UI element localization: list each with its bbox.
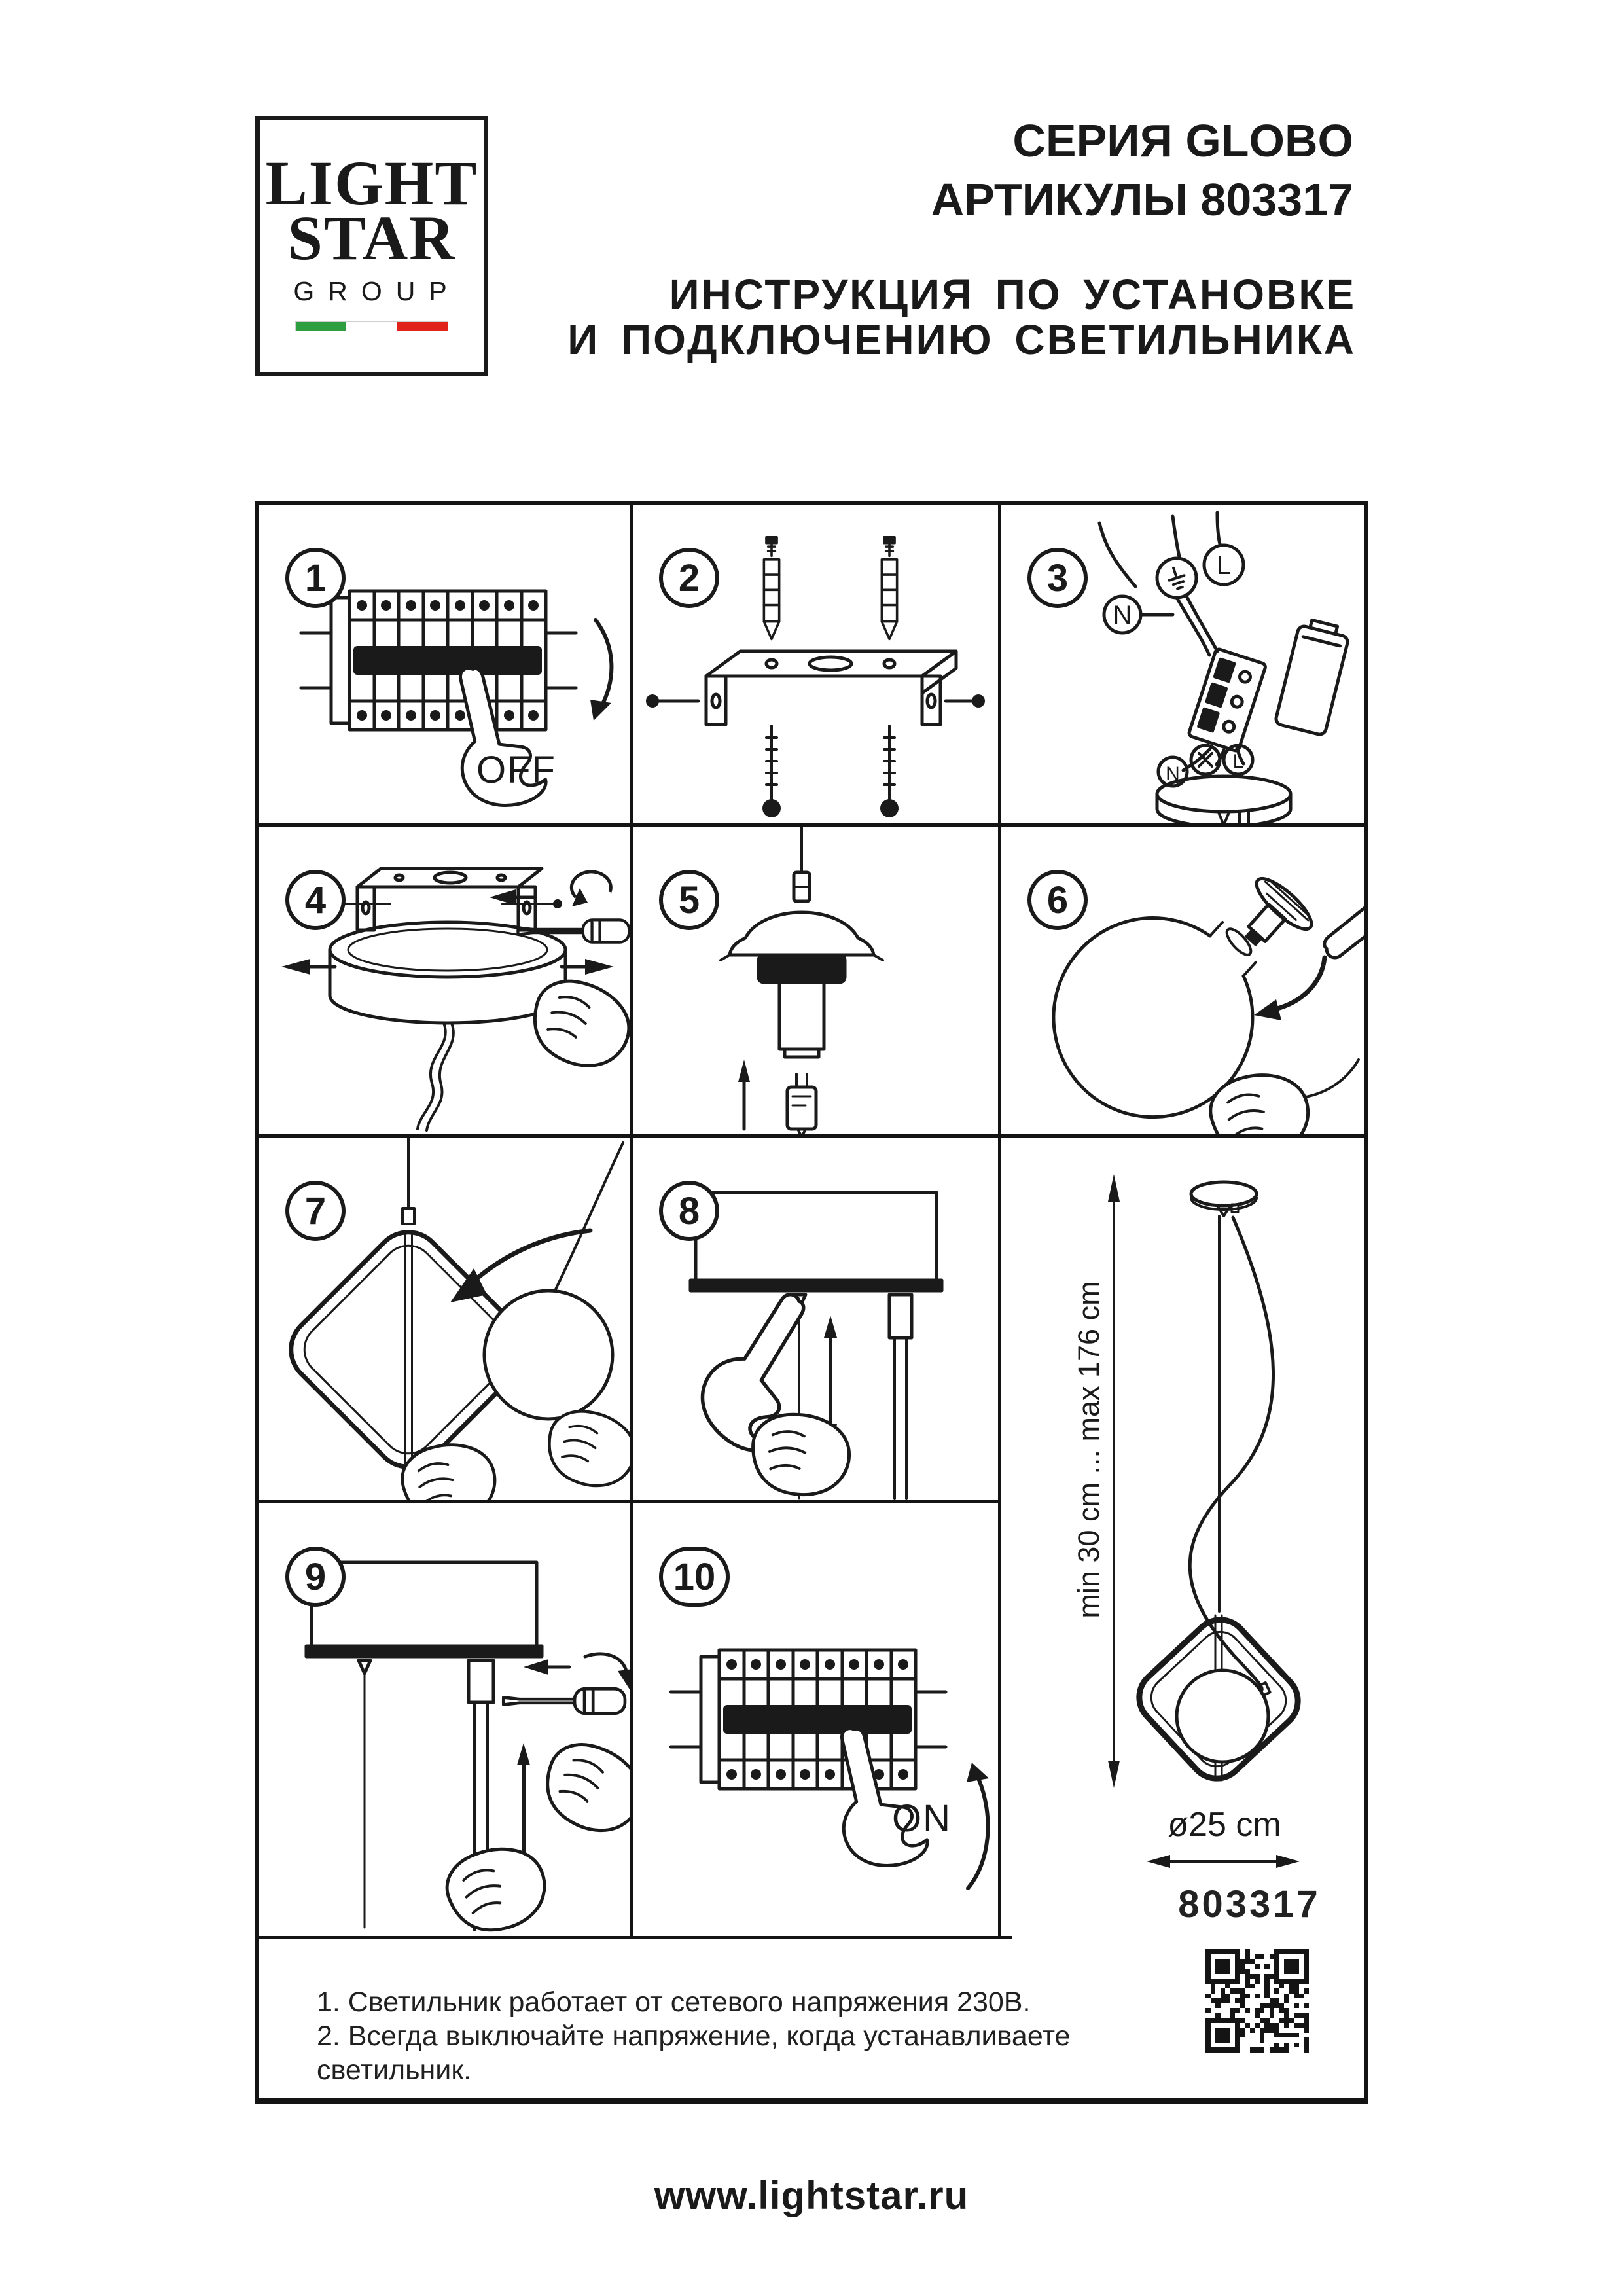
note-line-1: 1. Светильник работает от сетевого напряжения 230В. — [317, 1986, 1031, 2018]
off-label: OFF — [476, 749, 556, 791]
arrowhead-icon — [590, 700, 611, 721]
lightstar-logo — [255, 116, 488, 376]
arrowhead-icon — [1276, 1855, 1300, 1868]
note-line-2: 2. Всегда выключайте напряжение, когда устанавливаете светильник. — [317, 2020, 1071, 2086]
arrowhead-icon — [524, 1659, 548, 1675]
step-10-panel — [633, 1503, 998, 1936]
step-5-panel — [633, 827, 998, 1134]
step-number-5: 5 — [659, 870, 719, 930]
up-arrowhead-icon — [517, 1743, 530, 1765]
arrowhead-icon — [1108, 1761, 1120, 1788]
step-8-panel — [633, 1138, 998, 1500]
hand-icon — [1295, 827, 1364, 973]
step-number-1: 1 — [285, 548, 346, 608]
steps-table — [255, 501, 1368, 2104]
side-screw-icon — [646, 694, 659, 708]
flag-white — [346, 322, 397, 331]
circuit-breaker-drawing — [301, 591, 576, 730]
neutral-terminal-label: N — [1166, 763, 1180, 785]
articles-line: АРТИКУЛЫ 803317 — [931, 174, 1353, 225]
live-wire-label: L — [1216, 551, 1232, 580]
circuit-breaker-drawing — [671, 1650, 946, 1789]
live-terminal-label: L — [1232, 751, 1244, 772]
logo-word-star: STAR — [287, 203, 456, 273]
logo-word-group: GROUP — [293, 276, 461, 306]
flag-green — [296, 322, 346, 331]
screw-icon — [762, 726, 781, 817]
screwdriver-icon — [503, 1689, 625, 1713]
instruction-line-1: ИНСТРУКЦИЯ ПО УСТАНОВКЕ — [669, 271, 1356, 318]
italian-flag-bar — [295, 321, 448, 331]
step-2-panel — [633, 505, 998, 823]
arrowhead-icon — [1108, 1174, 1120, 1202]
step-number-4: 4 — [285, 870, 346, 930]
step-1-panel — [259, 505, 630, 823]
hand-icon — [398, 1439, 499, 1500]
up-arrowhead-icon — [824, 1316, 837, 1338]
hand-icon — [521, 969, 630, 1079]
step-number-3: 3 — [1027, 548, 1088, 608]
instruction-heading — [567, 272, 1356, 363]
socket-lamp-drawing — [721, 827, 883, 1134]
step-6-panel — [1001, 827, 1364, 1134]
mounting-bracket-drawing — [659, 651, 972, 725]
notes-block — [259, 1939, 1103, 2100]
step-number-2: 2 — [659, 548, 719, 608]
series-heading — [931, 111, 1353, 229]
step-3-panel — [1001, 505, 1364, 823]
step-number-9: 9 — [285, 1547, 346, 1607]
step-number-8: 8 — [659, 1181, 719, 1241]
neutral-wire-label: N — [1113, 601, 1132, 630]
on-label: ON — [892, 1797, 952, 1840]
hand-icon — [440, 1839, 553, 1936]
right-arrow-icon — [585, 959, 614, 975]
hand-icon — [748, 1410, 853, 1499]
step-4-panel — [259, 827, 630, 1134]
instruction-line-2: И ПОДКЛЮЧЕНИЮ СВЕТИЛЬНИКА — [567, 316, 1356, 363]
rotate-arrow — [571, 872, 611, 897]
flag-red — [397, 322, 448, 331]
step-number-10: 10 — [659, 1547, 730, 1607]
up-arrow-icon — [738, 1060, 750, 1082]
qr-code — [1205, 1949, 1309, 2053]
article-number: 803317 — [1178, 1883, 1321, 1926]
insert-arrow — [472, 1230, 590, 1283]
wall-anchor-icon — [882, 537, 897, 639]
left-arrow-icon — [281, 959, 310, 975]
wall-anchor-icon — [764, 537, 779, 639]
hand-icon — [1206, 1069, 1313, 1134]
side-screw-icon — [972, 694, 985, 708]
series-line: СЕРИЯ GLOBO — [1012, 115, 1353, 166]
arrowhead-icon — [1147, 1855, 1170, 1868]
step-number-6: 6 — [1027, 870, 1088, 930]
flange-pin-icon — [553, 899, 562, 908]
arrowhead-icon — [618, 1668, 630, 1689]
footer-url: www.lightstar.ru — [654, 2174, 969, 2217]
rotate-arrow — [1272, 958, 1325, 1010]
step-9-panel — [259, 1503, 630, 1936]
globe-drawing — [1054, 871, 1359, 1117]
logo-word-light: LIGHT — [265, 148, 478, 218]
step-number-7: 7 — [285, 1181, 346, 1241]
height-range-label: min 30 cm ... max 176 cm — [1072, 1281, 1105, 1619]
hand-icon — [532, 1731, 630, 1845]
diameter-label: ø25 cm — [1168, 1806, 1281, 1844]
arrowhead-icon — [1254, 999, 1281, 1020]
screw-icon — [880, 726, 899, 817]
step-7-panel — [259, 1138, 630, 1500]
rotate-up-arrow — [968, 1778, 988, 1888]
arrowhead-icon — [967, 1763, 989, 1782]
rotate-down-arrow — [596, 620, 611, 708]
